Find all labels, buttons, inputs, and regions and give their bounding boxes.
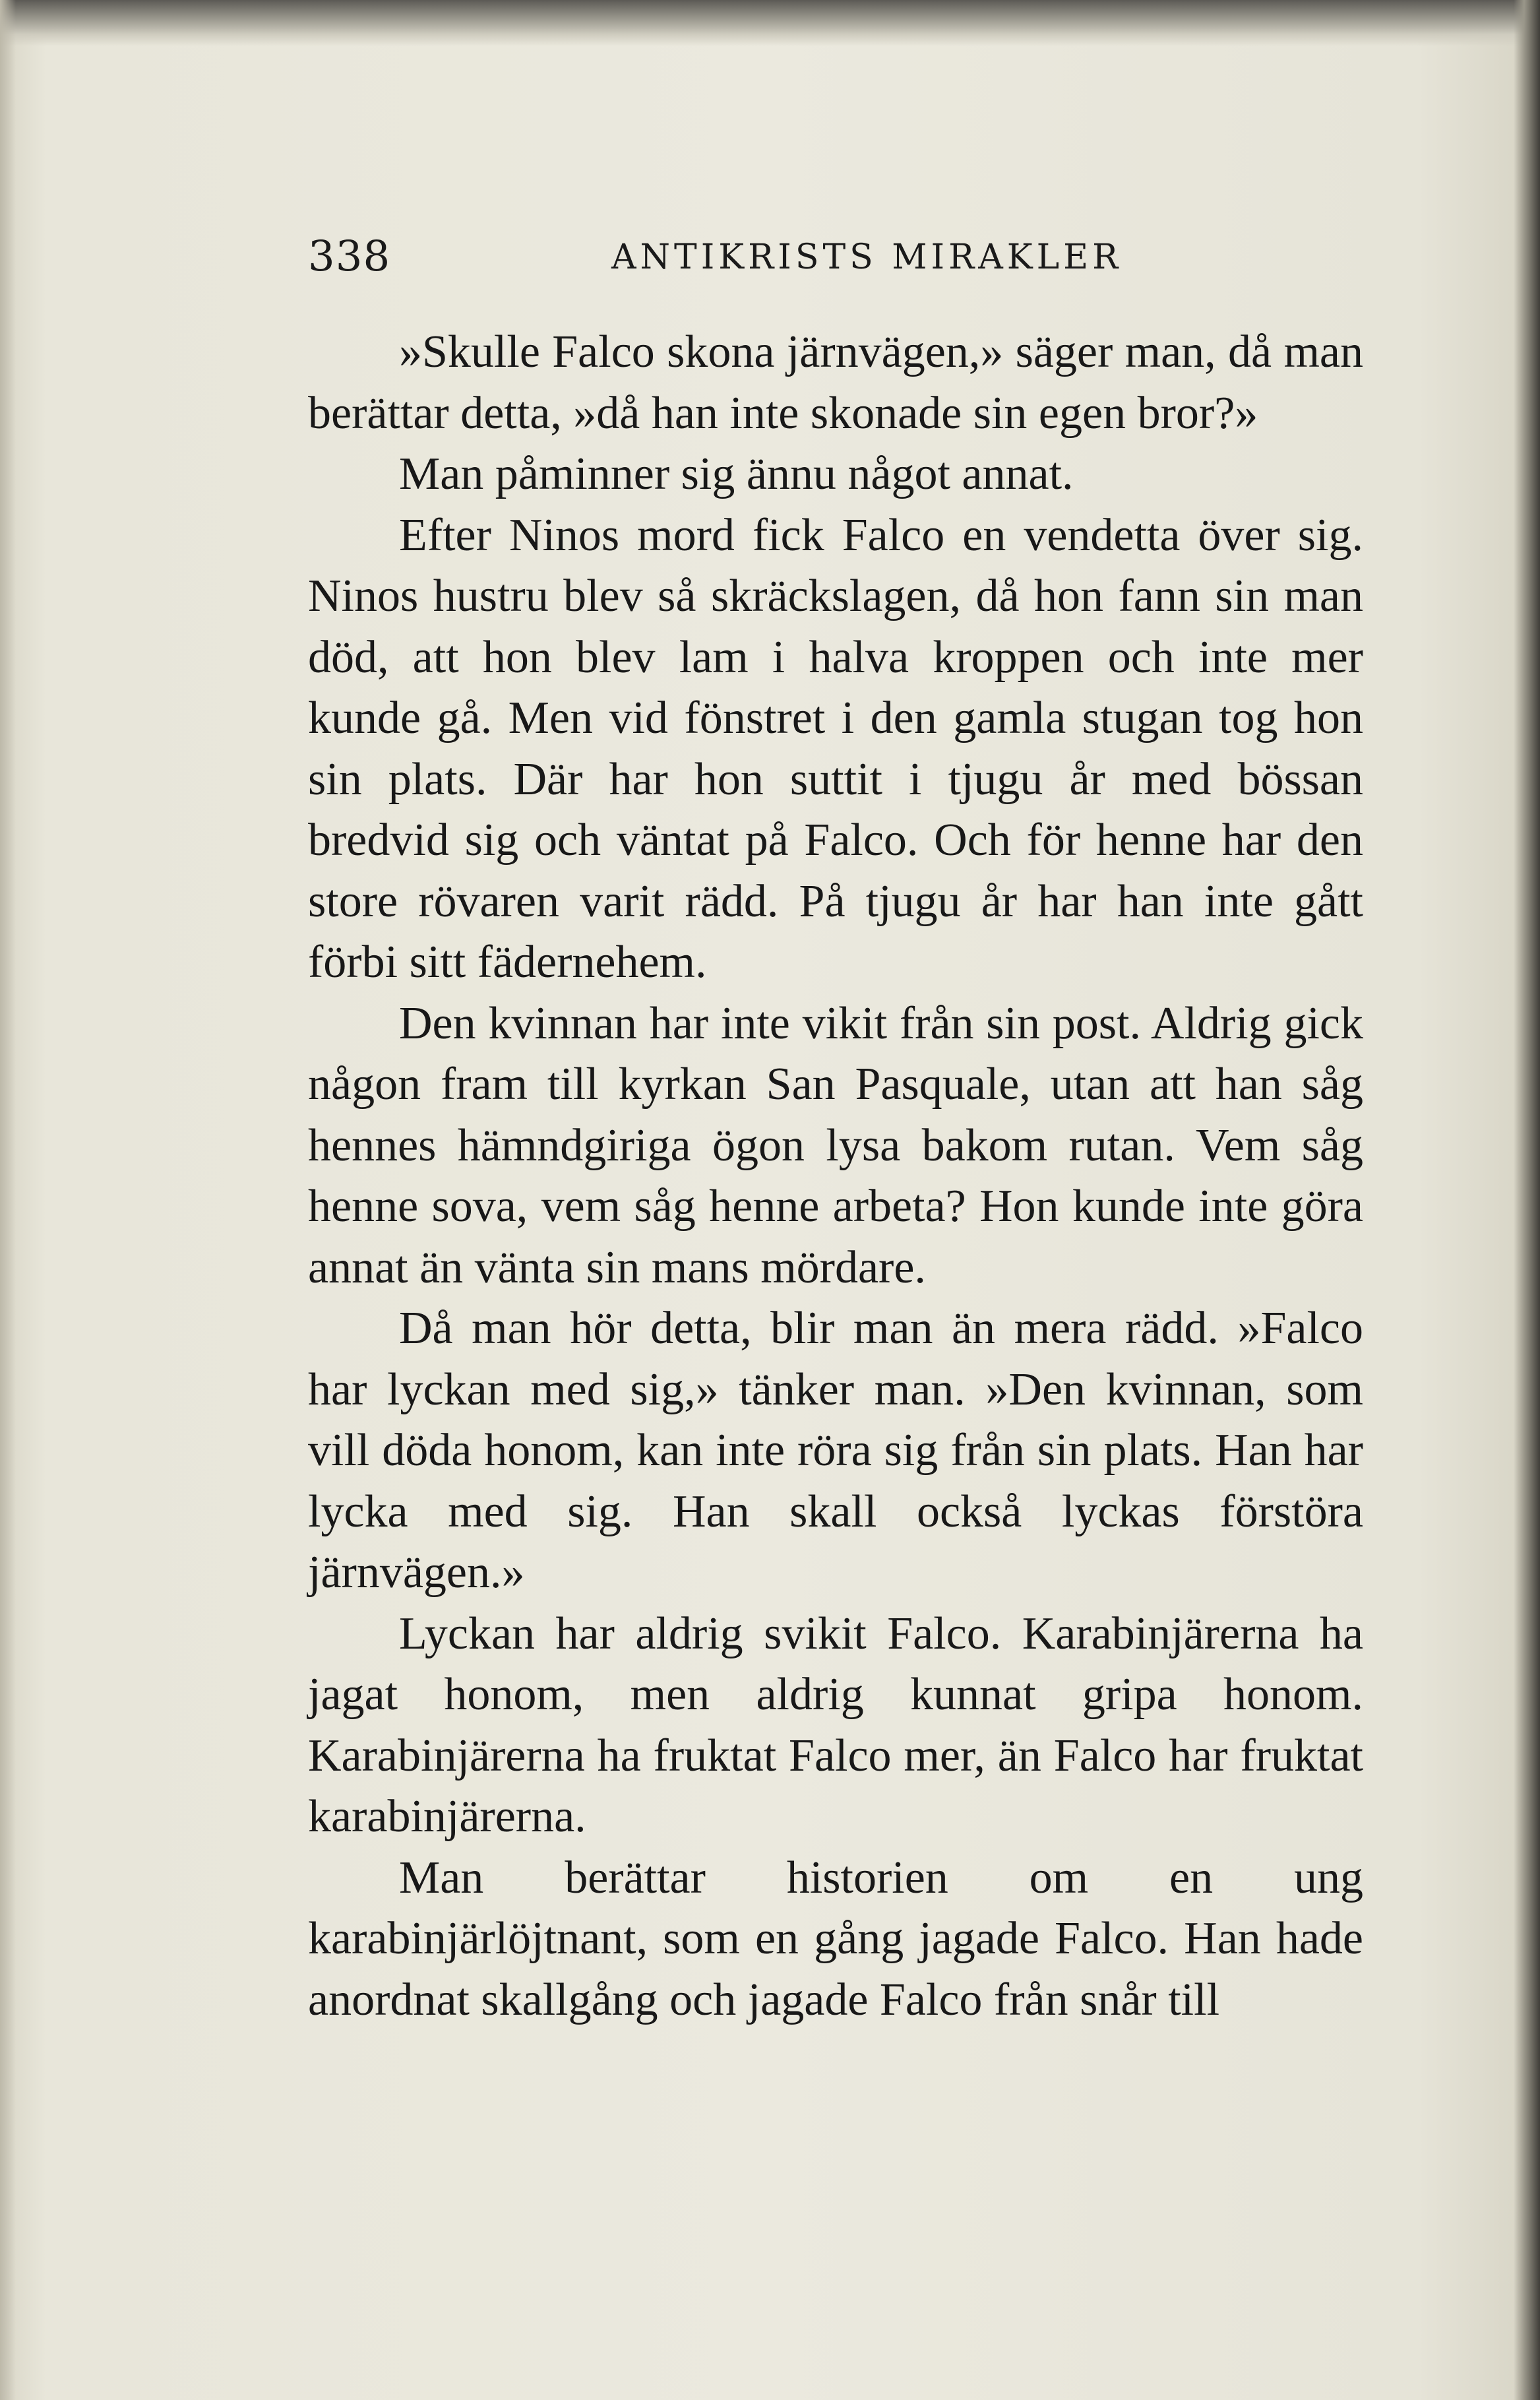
page-top-shadow — [0, 0, 1540, 46]
paragraph-1: »Skulle Falco skona järnvägen,» säger man, då man berättar detta, »då han inte skonade sin egen bror?» — [308, 327, 1363, 439]
running-title: ANTIKRISTS MIRAKLER — [611, 237, 1123, 277]
paragraph-7: Man berättar historien om en ung karabinjärlöjtnant, som en gång jagade Falco. Han hade anordnat skallgång och jagade Falco från snår till — [308, 1852, 1363, 2025]
page-number: 338 — [308, 232, 391, 281]
paragraph-4: Den kvinnan har inte vikit från sin post. Aldrig gick någon fram till kyrkan San Pasquale, utan att han såg hennes hämndgiriga ögon lysa bakom rutan. Vem såg henne sova, vem såg henne arbeta? Hon kunde inte göra annat än vänta sin mans mördare. — [308, 997, 1363, 1293]
paragraph-5: Då man hör detta, blir man än mera rädd. »Falco har lyckan med sig,» tänker man. »Den kvinnan, som vill döda honom, kan inte röra sig från sin plats. Han har lycka med sig. Han skall också lyckas förstöra järnvägen.» — [308, 1303, 1363, 1598]
page-right-shadow — [1514, 0, 1540, 2400]
page-header — [308, 232, 1363, 292]
paragraph-6: Lyckan har aldrig svikit Falco. Karabinjärerna ha jagat honom, men aldrig kunnat gripa honom. Karabinjärerna ha fruktat Falco mer, än Falco har fruktat karabinjärerna. — [308, 1608, 1363, 1842]
page-left-shadow — [0, 0, 16, 2400]
paragraph-2: Man påminner sig ännu något annat. — [399, 449, 1074, 499]
paragraph-3: Efter Ninos mord fick Falco en vendetta över sig. Ninos hustru blev så skräckslagen, då hon fann sin man död, att hon blev lam i halva kroppen och inte mer kunde gå. Men vid fönstret i den gamla stugan tog hon sin plats. Där har hon suttit i tjugu år med bössan bredvid sig och väntat på Falco. Och för henne har den store rövaren varit rädd. På tjugu år har han inte gått förbi sitt fädernehem. — [308, 509, 1363, 988]
body-text — [308, 322, 1363, 2031]
